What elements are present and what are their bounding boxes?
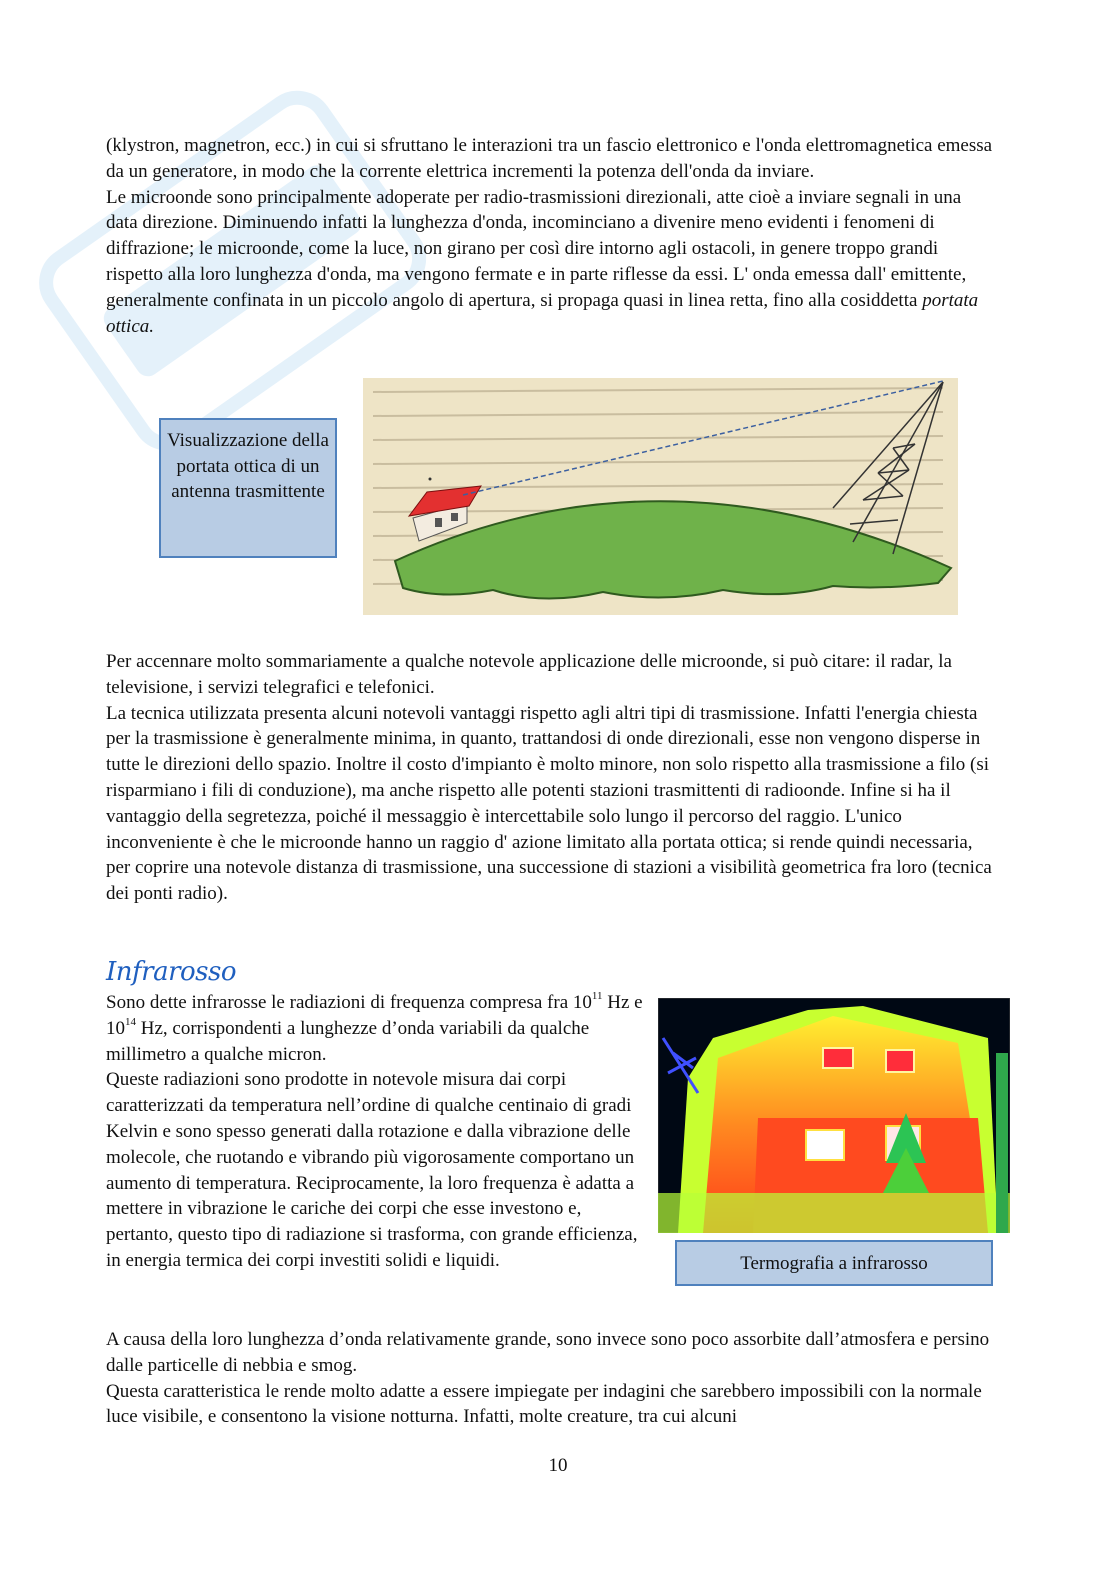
infrared-text-left [106, 990, 646, 1274]
ir-text-a: Sono dette infrarosse le radiazioni di frequenza compresa fra 10 [106, 992, 592, 1013]
exponent-11: 11 [591, 990, 603, 1002]
infrared-text-bottom [106, 1327, 996, 1430]
exponent-14: 14 [125, 1015, 136, 1028]
ir-text-c: Hz, corrispondenti a lunghezze d’onda variabili da qualche millimetro a qualche micron. [106, 1017, 590, 1065]
figure1-caption-text: Visualizzazione della portata ottica di un antenna trasmittente [167, 430, 329, 502]
portata-ottica-emphasis: portata ottica. [106, 289, 979, 337]
intro-paragraph-2-text: Le microonde sono principalmente adoperate per radio-trasmissioni direzionali, atte cioè a inviare segnali in una data direzione. Diminuendo infatti la lunghezza d'onda, incominciano a divenire meno evidenti i fenomeni di diffrazione; le microonde, come la luce, non girano per così dire intorno agli ostacoli, in genere troppo grandi rispetto alla loro lunghezza d'onda, ma vengono fermate e in parte riflesse da essi. L' onda emessa dall' emittente, generalmente confinata in un piccolo angolo di apertura, si propaga quasi in linea retta, fino alla cosiddetta [106, 186, 967, 311]
figure1-caption [159, 418, 337, 558]
infrared-paragraph-1 [106, 990, 646, 1067]
section-title-infrarosso: Infrarosso [106, 957, 236, 987]
infrared-paragraph-2: Queste radiazioni sono prodotte in notevole misura dai corpi caratterizzati da temperatura nell’ordine di qualche centinaio di gradi Kelvin e sono spesso generati dalla rotazione e dalla vibrazione delle molecole, che ruotando e vibrando più vigorosamente comportano un aumento di temperatura. Reciprocamente, la loro frequenza è adatta a mettere in vibrazione le cariche dei corpi che esse investono e, pertanto, questo tipo di radiazione si trasforma, con grande efficienza, in energia termica dei corpi investiti solidi e liquidi. [106, 1069, 638, 1271]
applications-paragraph-1: Per accennare molto sommariamente a qualche notevole applicazione delle microonde, si può citare: il radar, la televisione, i servizi telegrafici e telefonici. [106, 651, 952, 698]
infrared-paragraph-4: Questa caratteristica le rende molto adatte a essere impiegate per indagini che sarebbero impossibili con la normale luce visibile, e consentono la visione notturna. Infatti, molte creature, tra cui alcuni [106, 1380, 982, 1428]
figure2-caption-text: Termografia a infrarosso [740, 1253, 928, 1274]
figure2-caption [675, 1240, 993, 1286]
applications-paragraph-2: La tecnica utilizzata presenta alcuni notevoli vantaggi rispetto agli altri tipi di trasmissione. Infatti l'energia chiesta per la trasmissione è generalmente minima, in quanto, trattandosi di onde direzionali, esse non vengono disperse in tutte le direzioni dello spazio. Inoltre il costo d'impianto è molto minore, non solo rispetto alla trasmissione a filo (si risparmiano i fili di conduzione), ma anche rispetto alle potenti stazioni trasmittenti di radioonde. Infine si ha il vantaggio della segretezza, poiché il messaggio è intercettabile solo lungo il percorso del raggio. L'unico inconveniente è che le microonde hanno un raggio d' azione limitato alla portata ottica; si rende quindi necessaria, per coprire una notevole distanza di trasmissione, una successione di stazioni a visibilità geometrica fra loro (tecnica dei ponti radio). [106, 702, 992, 905]
thermography-image [658, 998, 1010, 1233]
intro-paragraph-2 [106, 185, 996, 340]
intro-paragraph-1: (klystron, magnetron, ecc.) in cui si sfruttano le interazioni tra un fascio elettronico e l'onda elettromagnetica emessa da un generatore, in modo che la corrente elettrica incrementi la potenza dell'onda da inviare. [106, 135, 993, 182]
ir-text-b: Hz e 10 [106, 992, 643, 1039]
infrared-paragraph-3: A causa della loro lunghezza d’onda relativamente grande, sono invece sono poco assorbite dall’atmosfera e persino dalle particelle di nebbia e smog. [106, 1329, 990, 1376]
optical-range-illustration [363, 378, 958, 615]
page-number: 10 [548, 1455, 568, 1476]
applications-text [106, 649, 996, 907]
intro-text [106, 133, 996, 339]
